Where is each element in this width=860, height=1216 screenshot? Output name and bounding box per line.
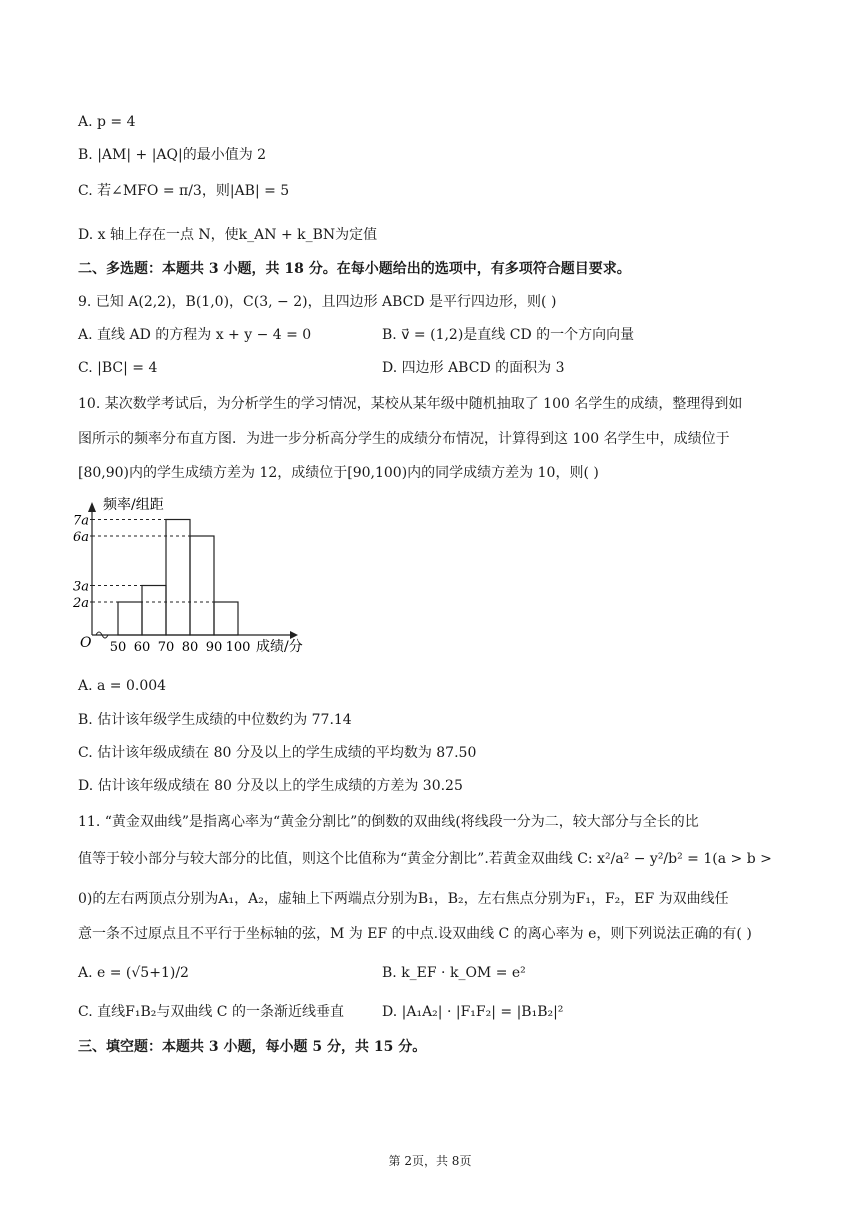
- q9-option-a: A. 直线 AD 的方程为 x + y − 4 = 0: [78, 327, 312, 343]
- x-axis-arrow: [290, 631, 298, 639]
- frequency-histogram: [72, 496, 322, 658]
- q11-stem-line-2: 值等于较小部分与较大部分的比值，则这个比值称为“黄金分割比”.若黄金双曲线 C: x²/a² − y²/b² = 1(a > b >: [78, 851, 772, 867]
- q10-option-d: D. 估计该年级成绩在 80 分及以上的学生成绩的方差为 30.25: [78, 778, 463, 794]
- x-tick-label: 50: [109, 640, 127, 655]
- y-tick-label: 2a: [72, 596, 89, 611]
- histogram-bar: [214, 602, 238, 635]
- x-axis-label: 成绩/分: [256, 639, 303, 655]
- q11-stem-line-3: 0)的左右两顶点分别为A₁，A₂，虚轴上下两端点分别为B₁，B₂，左右焦点分别为F₁，F₂，EF 为双曲线任: [78, 891, 729, 907]
- q11-stem-line-4: 意一条不过原点且不平行于坐标轴的弦，M 为 EF 的中点.设双曲线 C 的离心率为 e，则下列说法正确的有( ): [78, 926, 752, 942]
- x-tick-label: 80: [181, 640, 199, 655]
- histogram-bar: [142, 586, 166, 636]
- histogram-bars: [118, 520, 238, 636]
- q10-stem-line-3: [80,90)内的学生成绩方差为 12，成绩位于[90,100)内的同学成绩方差为 10，则( ): [78, 465, 599, 481]
- q9-option-c: C. |BC| = 4: [78, 360, 158, 376]
- q8-option-c: C. 若∠MFO = π/3，则|AB| = 5: [78, 183, 290, 199]
- q9-option-b: B. v⃗ = (1,2)是直线 CD 的一个方向向量: [382, 327, 635, 343]
- q11-option-c: C. 直线F₁B₂与双曲线 C 的一条渐近线垂直: [78, 1004, 344, 1020]
- y-tick-label: 6a: [72, 530, 89, 545]
- histogram-bar: [166, 520, 190, 636]
- q10-option-b: B. 估计该年级学生成绩的中位数约为 77.14: [78, 712, 352, 728]
- section3-heading: 三、填空题：本题共 3 小题，每小题 5 分，共 15 分。: [78, 1039, 427, 1055]
- page-footer: 第 2页，共 8页: [388, 1154, 472, 1168]
- y-tick-label: 7a: [72, 513, 89, 529]
- q11-option-b: B. k_EF · k_OM = e²: [382, 965, 526, 981]
- histogram-guide-lines: [90, 520, 214, 603]
- x-tick-label: 60: [133, 640, 151, 655]
- histogram-bar: [118, 602, 142, 635]
- q8-option-a: A. p = 4: [78, 114, 136, 130]
- histogram-labels: [72, 497, 303, 655]
- q11-stem-line-1: 11. “黄金双曲线”是指离心率为“黄金分割比”的倒数的双曲线(将线段一分为二，较大部分与全长的比: [78, 814, 699, 830]
- y-axis-label: 频率/组距: [103, 497, 164, 513]
- q8-option-b: B. |AM| + |AQ|的最小值为 2: [78, 147, 267, 163]
- origin-label: O: [80, 635, 92, 651]
- x-tick-label: 90: [205, 640, 223, 655]
- q9-stem: 9. 已知 A(2,2)，B(1,0)，C(3, − 2)，且四边形 ABCD 是平行四边形，则( ): [78, 294, 557, 310]
- histogram-axes: [88, 502, 298, 639]
- q11-option-d: D. |A₁A₂| · |F₁F₂| = |B₁B₂|²: [382, 1004, 564, 1020]
- histogram-bar: [190, 536, 214, 635]
- q10-option-a: A. a = 0.004: [78, 678, 167, 694]
- q10-stem-line-2: 图所示的频率分布直方图．为进一步分析高分学生的成绩分布情况，计算得到这 100 名学生中，成绩位于: [78, 431, 730, 447]
- q11-option-a: A. e = (√5+1)/2: [78, 965, 189, 981]
- y-axis-arrow: [88, 502, 96, 512]
- y-tick-label: 3a: [72, 579, 89, 595]
- q9-option-d: D. 四边形 ABCD 的面积为 3: [382, 360, 565, 376]
- x-tick-label: 70: [157, 640, 175, 655]
- q8-option-d: D. x 轴上存在一点 N，使k_AN + k_BN为定值: [78, 227, 378, 243]
- q10-option-c: C. 估计该年级成绩在 80 分及以上的学生成绩的平均数为 87.50: [78, 745, 477, 761]
- section2-heading: 二、多选题：本题共 3 小题，共 18 分。在每小题给出的选项中，有多项符合题目要求。: [78, 261, 631, 277]
- x-tick-label: 100: [225, 640, 251, 655]
- q10-stem-line-1: 10. 某次数学考试后，为分析学生的学习情况，某校从某年级中随机抽取了 100 名学生的成绩，整理得到如: [78, 396, 743, 412]
